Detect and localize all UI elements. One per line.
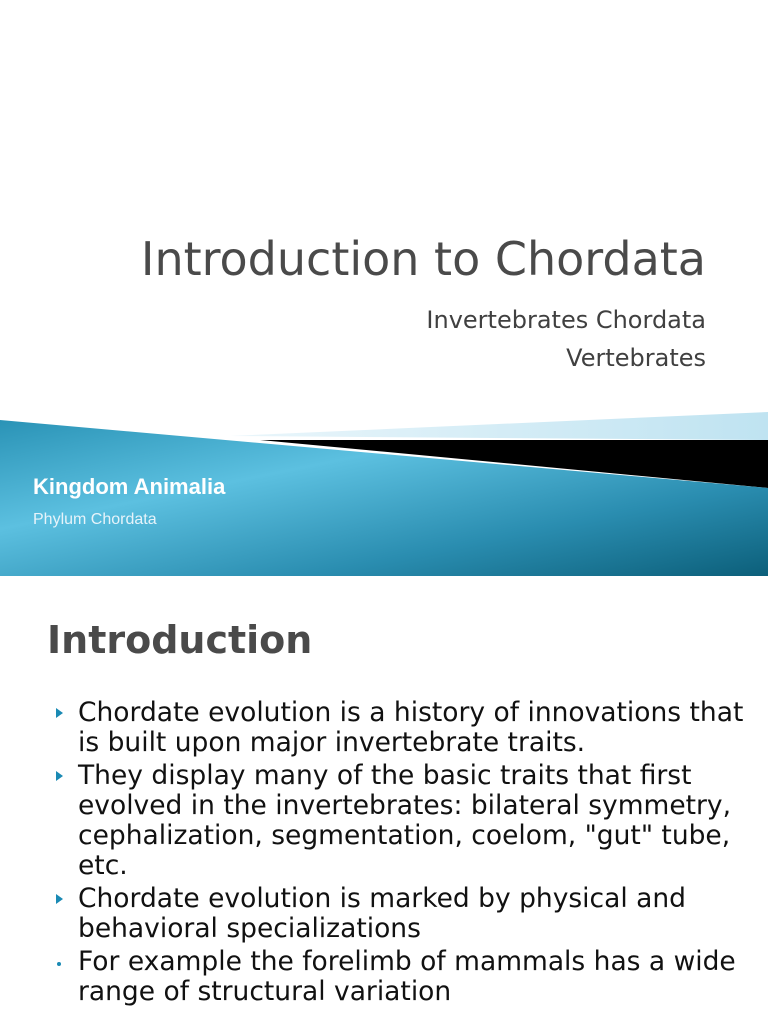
content-slide-title: Introduction — [47, 618, 313, 662]
arrow-icon — [56, 708, 63, 718]
arrow-icon — [56, 771, 63, 781]
band-heading: Kingdom Animalia — [33, 474, 226, 499]
bullet-text: For example the forelimb of mammals has a wide range of structural variation — [78, 946, 736, 1007]
slide-title: Introduction to Chordata — [140, 232, 706, 286]
list-item — [52, 698, 762, 758]
list-item — [52, 761, 762, 881]
slide-subtitle-line-1: Invertebrates Chordata — [426, 306, 706, 334]
bullet-text: Chordate evolution is a history of innovations that is built upon major invertebrate traits. — [78, 697, 744, 758]
dot-icon — [57, 962, 61, 966]
bullet-text: Chordate evolution is marked by physical and behavioral specializations — [78, 883, 686, 944]
list-item — [52, 947, 762, 1007]
arrow-icon — [56, 894, 63, 904]
content-slide — [0, 576, 768, 1024]
slide-subtitle-line-2: Vertebrates — [566, 344, 706, 372]
band-subheading: Phylum Chordata — [33, 511, 157, 528]
bullet-text: They display many of the basic traits that first evolved in the invertebrates: bilateral symmetry, cephalization, segmentation, coelom, "gut" tube, etc. — [78, 760, 732, 881]
bullet-list — [52, 698, 762, 1010]
list-item — [52, 884, 762, 944]
